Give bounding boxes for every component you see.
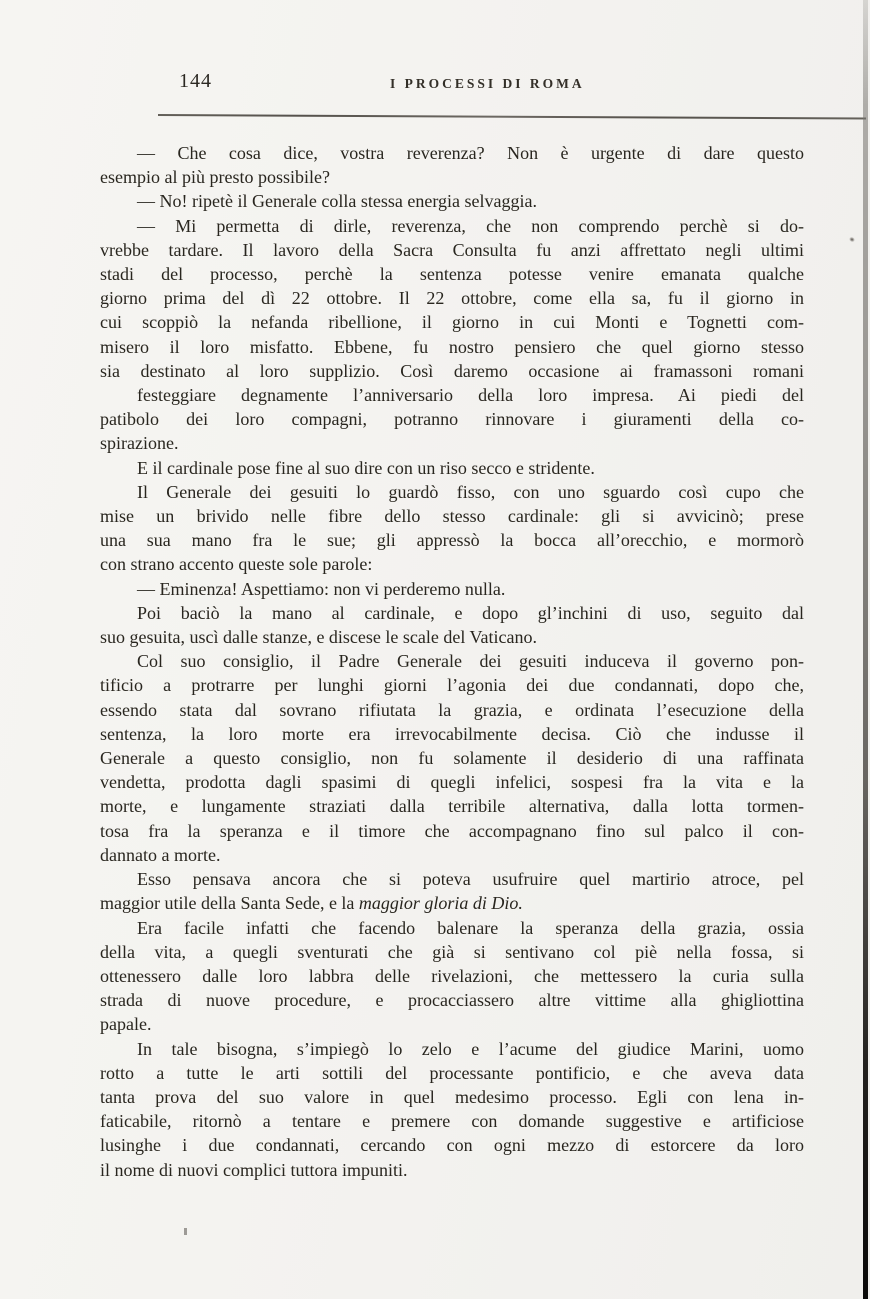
text-segment: mise un brivido nelle fibre dello stesso cardinale: gli si avvicinò; prese	[100, 506, 804, 527]
text-segment: maggior utile della Santa Sede, e la	[100, 893, 359, 914]
text-line	[100, 456, 804, 480]
paragraph	[100, 601, 804, 649]
text-line	[100, 794, 804, 818]
paragraph	[100, 916, 804, 1037]
text-segment: misero il loro misfatto. Ebbene, fu nostro pensiero che quel giorno stesso	[100, 336, 804, 357]
text-segment: Poi baciò la mano al cardinale, e dopo gl’inchini di uso, seguito dal	[137, 602, 804, 623]
text-segment: una sua mano fra le sue; gli appressò la bocca all’orecchio, e mormorò	[100, 530, 804, 551]
text-segment: lusinghe i due condannati, cercando con ogni mezzo di estorcere da loro	[100, 1135, 804, 1156]
text-segment: suo gesuita, uscì dalle stanze, e discese le scale del Vaticano.	[100, 627, 538, 648]
text-line	[100, 601, 804, 625]
text-line	[100, 1061, 804, 1085]
paragraph	[100, 1037, 804, 1182]
text-line	[100, 698, 804, 722]
paragraph	[100, 577, 804, 601]
text-segment: — Mi permetta di dirle, reverenza, che non comprendo perchè si do-	[137, 215, 804, 236]
text-line	[100, 964, 804, 988]
text-line	[100, 552, 804, 576]
text-line	[100, 819, 804, 843]
text-segment: essendo stata dal sovrano rifiutata la grazia, e ordinata l’esecuzione della	[100, 699, 804, 720]
text-line	[100, 625, 804, 649]
text-line	[100, 286, 804, 310]
text-segment: sentenza, la loro morte era irrevocabilmente decisa. Ciò che indusse il	[100, 723, 804, 744]
text-segment: Esso pensava ancora che si poteva usufruire quel martirio atroce, pel	[137, 869, 804, 890]
text-line	[100, 988, 804, 1012]
text-segment: con strano accento queste sole parole:	[100, 554, 373, 575]
text-segment: ottenessero dalle loro labbra delle rivelazioni, che mettessero la curia sulla	[100, 965, 804, 986]
text-segment: tosa fra la speranza e il timore che accompagnano fino sul palco il con-	[100, 820, 804, 841]
text-line	[100, 383, 804, 407]
text-segment: — No! ripetè il Generale colla stessa energia selvaggia.	[137, 191, 538, 212]
text-segment: morte, e lungamente straziati dalla terribile alternativa, dalla lotta tormen-	[100, 796, 804, 817]
text-segment: In tale bisogna, s’impiegò lo zelo e l’acume del giudice Marini, uomo	[137, 1038, 804, 1059]
paragraph	[100, 214, 804, 456]
header-rule	[158, 114, 866, 119]
text-line	[100, 867, 804, 891]
text-line	[100, 238, 804, 262]
ink-speck	[184, 1228, 187, 1235]
text-segment: — Che cosa dice, vostra reverenza? Non è urgente di dare questo	[137, 143, 804, 163]
text-segment: il nome di nuovi complici tuttora impuniti.	[100, 1159, 408, 1180]
text-segment: dannato a morte.	[100, 844, 221, 865]
text-segment: Il Generale dei gesuiti lo guardò fisso, con uno sguardo così cupo che	[137, 481, 804, 502]
text-line	[100, 722, 804, 746]
text-line	[100, 407, 804, 431]
text-line	[100, 770, 804, 794]
text-segment: tanta prova del suo valore in quel medesimo processo. Egli con lena in-	[100, 1086, 804, 1107]
text-segment: giorno prima del dì 22 ottobre. Il 22 ottobre, come ella sa, fu il giorno in	[100, 288, 804, 309]
text-line	[100, 504, 804, 528]
text-segment: Era facile infatti che facendo balenare la speranza della grazia, ossia	[137, 917, 804, 938]
paragraph	[100, 867, 804, 915]
paragraph	[100, 456, 804, 480]
paragraph	[100, 649, 804, 867]
text-segment: Col suo consiglio, il Padre Generale dei gesuiti induceva il governo pon-	[137, 651, 804, 672]
text-line	[100, 1109, 804, 1133]
ink-speck	[848, 236, 856, 243]
text-segment: Generale a questo consiglio, non fu solamente il desiderio di una raffinata	[100, 748, 804, 769]
text-line	[100, 189, 804, 213]
italic-phrase: maggior gloria di Dio.	[358, 893, 523, 914]
text-segment: strada di nuove procedure, e procacciassero altre vittime alla ghigliottina	[100, 990, 804, 1011]
text-segment: vendetta, prodotta dagli spasimi di quegli infelici, sospesi fra la vita e la	[100, 772, 804, 793]
text-line	[100, 577, 804, 601]
text-line	[100, 214, 804, 238]
text-segment: patibolo dei loro compagni, potranno rinnovare i giuramenti della co-	[100, 409, 804, 430]
paragraph	[100, 141, 804, 189]
text-line	[100, 359, 804, 383]
text-line	[100, 1012, 804, 1036]
paragraph	[100, 189, 804, 213]
text-line	[100, 335, 804, 359]
text-line	[100, 843, 804, 867]
text-segment: tificio a protrarre per lunghi giorni l’agonia dei due condannati, dopo che,	[100, 675, 804, 696]
text-line	[100, 141, 804, 165]
text-line	[100, 1133, 804, 1157]
text-segment: E il cardinale pose fine al suo dire con un riso secco e stridente.	[137, 457, 595, 478]
text-line	[100, 891, 804, 915]
scan-edge-shadow	[863, 0, 868, 1299]
text-line	[100, 916, 804, 940]
text-segment: cui scoppiò la nefanda ribellione, il giorno in cui Monti e Tognetti com-	[100, 312, 804, 333]
text-line	[100, 262, 804, 286]
text-segment: festeggiare degnamente l’anniversario della loro impresa. Ai piedi del	[137, 385, 804, 406]
text-segment: vrebbe tardare. Il lavoro della Sacra Consulta fu anzi affrettato negli ultimi	[100, 239, 804, 260]
text-line	[100, 746, 804, 770]
text-line	[100, 480, 804, 504]
text-segment: stadi del processo, perchè la sentenza potesse venire emanata qualche	[100, 264, 804, 285]
text-segment: sia destinato al loro supplizio. Così daremo occasione ai framassoni romani	[100, 360, 804, 381]
text-block	[100, 141, 804, 1182]
text-line	[100, 940, 804, 964]
page-number: 144	[179, 70, 212, 92]
text-segment: spirazione.	[100, 433, 179, 454]
text-line	[100, 310, 804, 334]
text-line	[100, 1158, 804, 1182]
text-segment: rotto a tutte le arti sottili del processante pontificio, e che aveva data	[100, 1062, 804, 1083]
text-line	[100, 673, 804, 697]
text-line	[100, 1085, 804, 1109]
text-line	[100, 431, 804, 455]
text-segment: della vita, a quegli sventurati che già si sentivano col piè nella fossa, si	[100, 941, 804, 962]
text-segment: papale.	[100, 1014, 152, 1035]
text-segment: faticabile, ritornò a tentare e premere con domande suggestive e artificiose	[100, 1111, 804, 1132]
text-line	[100, 1037, 804, 1061]
text-segment: esempio al più presto possibile?	[100, 167, 330, 188]
paragraph	[100, 480, 804, 577]
text-line	[100, 165, 804, 189]
text-line	[100, 528, 804, 552]
running-title: I PROCESSI DI ROMA	[390, 76, 585, 91]
text-line	[100, 649, 804, 673]
text-segment: — Eminenza! Aspettiamo: non vi perderemo nulla.	[137, 578, 506, 599]
